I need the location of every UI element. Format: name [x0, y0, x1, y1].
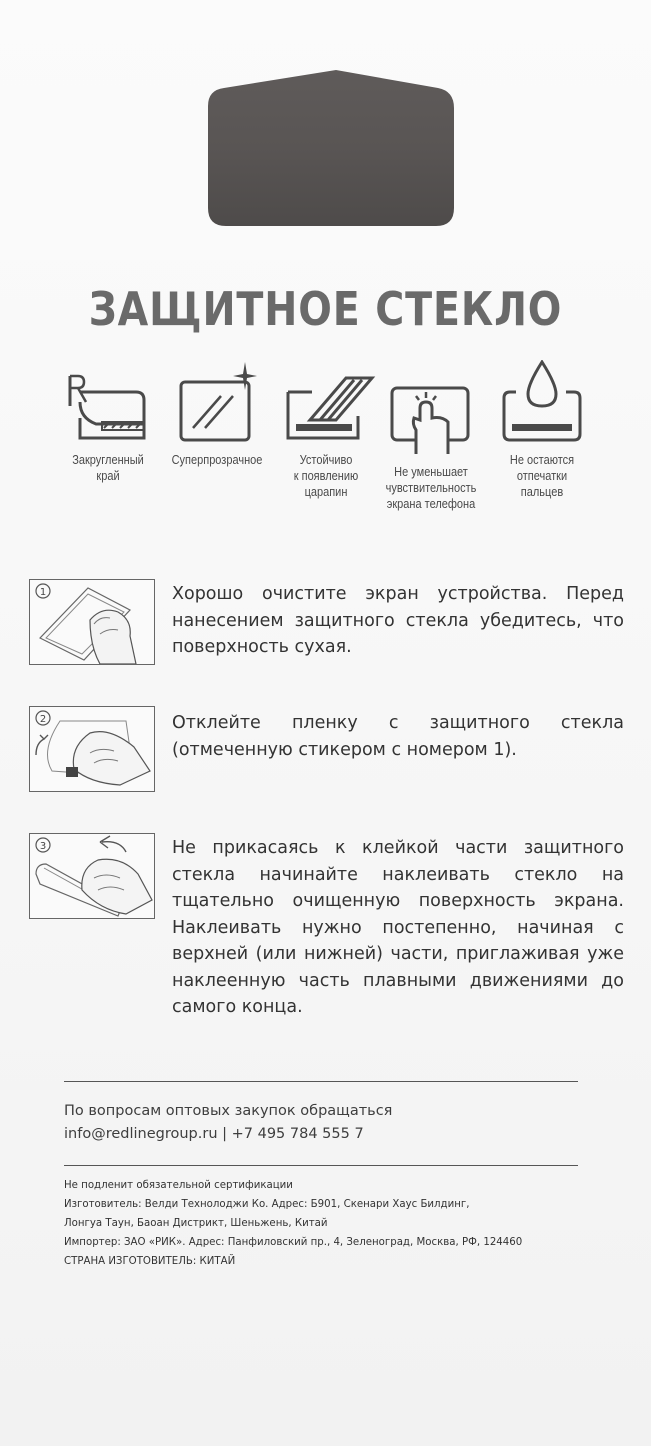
svg-text:1: 1 [39, 587, 47, 598]
legal-line: Изготовитель: Велди Технолоджи Ко. Адрес: Б901, Скенари Хаус Билдинг, [64, 1199, 470, 1210]
feature-rounded-edge [53, 372, 163, 484]
product-title: ЗАЩИТНОЕ СТЕКЛО [88, 282, 563, 336]
legal-info [64, 1176, 584, 1271]
divider [64, 1081, 578, 1082]
feature-label: Не остаются отпечатки пальцев [509, 453, 575, 499]
wholesale-note: По вопросам оптовых закупок обращаться [64, 1103, 393, 1119]
step-3-illustration [29, 833, 155, 919]
super-transparent-icon [175, 360, 259, 442]
feature-super-transparent [162, 372, 272, 468]
feature-label: Закругленный край [72, 453, 144, 483]
contact-block [64, 1100, 584, 1146]
feature-no-fingerprints [487, 372, 597, 500]
no-fingerprints-icon [500, 360, 584, 442]
feature-scratch-resistant [271, 372, 381, 500]
legal-line: Импортер: ЗАО «РИК». Адрес: Панфиловский пр., 4, Зеленоград, Москва, РФ, 124460 [64, 1237, 523, 1248]
legal-line: Не подленит обязательной сертификации [64, 1180, 293, 1191]
divider [64, 1165, 578, 1166]
feature-touch-sensitivity [376, 372, 486, 512]
step-1-text: Хорошо очистите экран устройства. Перед нанесением защитного стекла убедитесь, что поверхность сухая. [172, 584, 624, 657]
contact-info: info@redlinegroup.ru | +7 495 784 555 7 [64, 1126, 364, 1142]
rounded-edge-icon [66, 372, 150, 442]
feature-label: Устойчиво к появлению царапин [293, 453, 359, 499]
svg-text:3: 3 [39, 841, 47, 852]
step-1-illustration [29, 579, 155, 665]
svg-text:2: 2 [39, 714, 47, 725]
legal-line: Лонгуа Таун, Баоан Дистрикт, Шеньжень, Китай [64, 1218, 328, 1229]
hang-hole [206, 68, 456, 230]
step-3-text: Не прикасаясь к клейкой части защитного стекла начинайте наклеивать стекло на тщательно очищенную поверхность экрана. Наклеивать нужно постепенно, начиная с верхней (или нижней) части, приглаживая уже наклеенную часть плавными движениями до самого конца. [172, 838, 624, 1017]
legal-line: СТРАНА ИЗГОТОВИТЕЛЬ: КИТАЙ [64, 1256, 236, 1267]
feature-label: Не уменьшает чувствительность экрана телефона [385, 465, 477, 511]
touch-sensitivity-icon [386, 372, 476, 454]
scratch-resistant-icon [276, 372, 376, 442]
feature-label: Суперпрозрачное [171, 453, 263, 467]
step-2-illustration [29, 706, 155, 792]
step-2-text: Отклейте пленку с защитного стекла (отмеченную стикером с номером 1). [172, 713, 624, 760]
